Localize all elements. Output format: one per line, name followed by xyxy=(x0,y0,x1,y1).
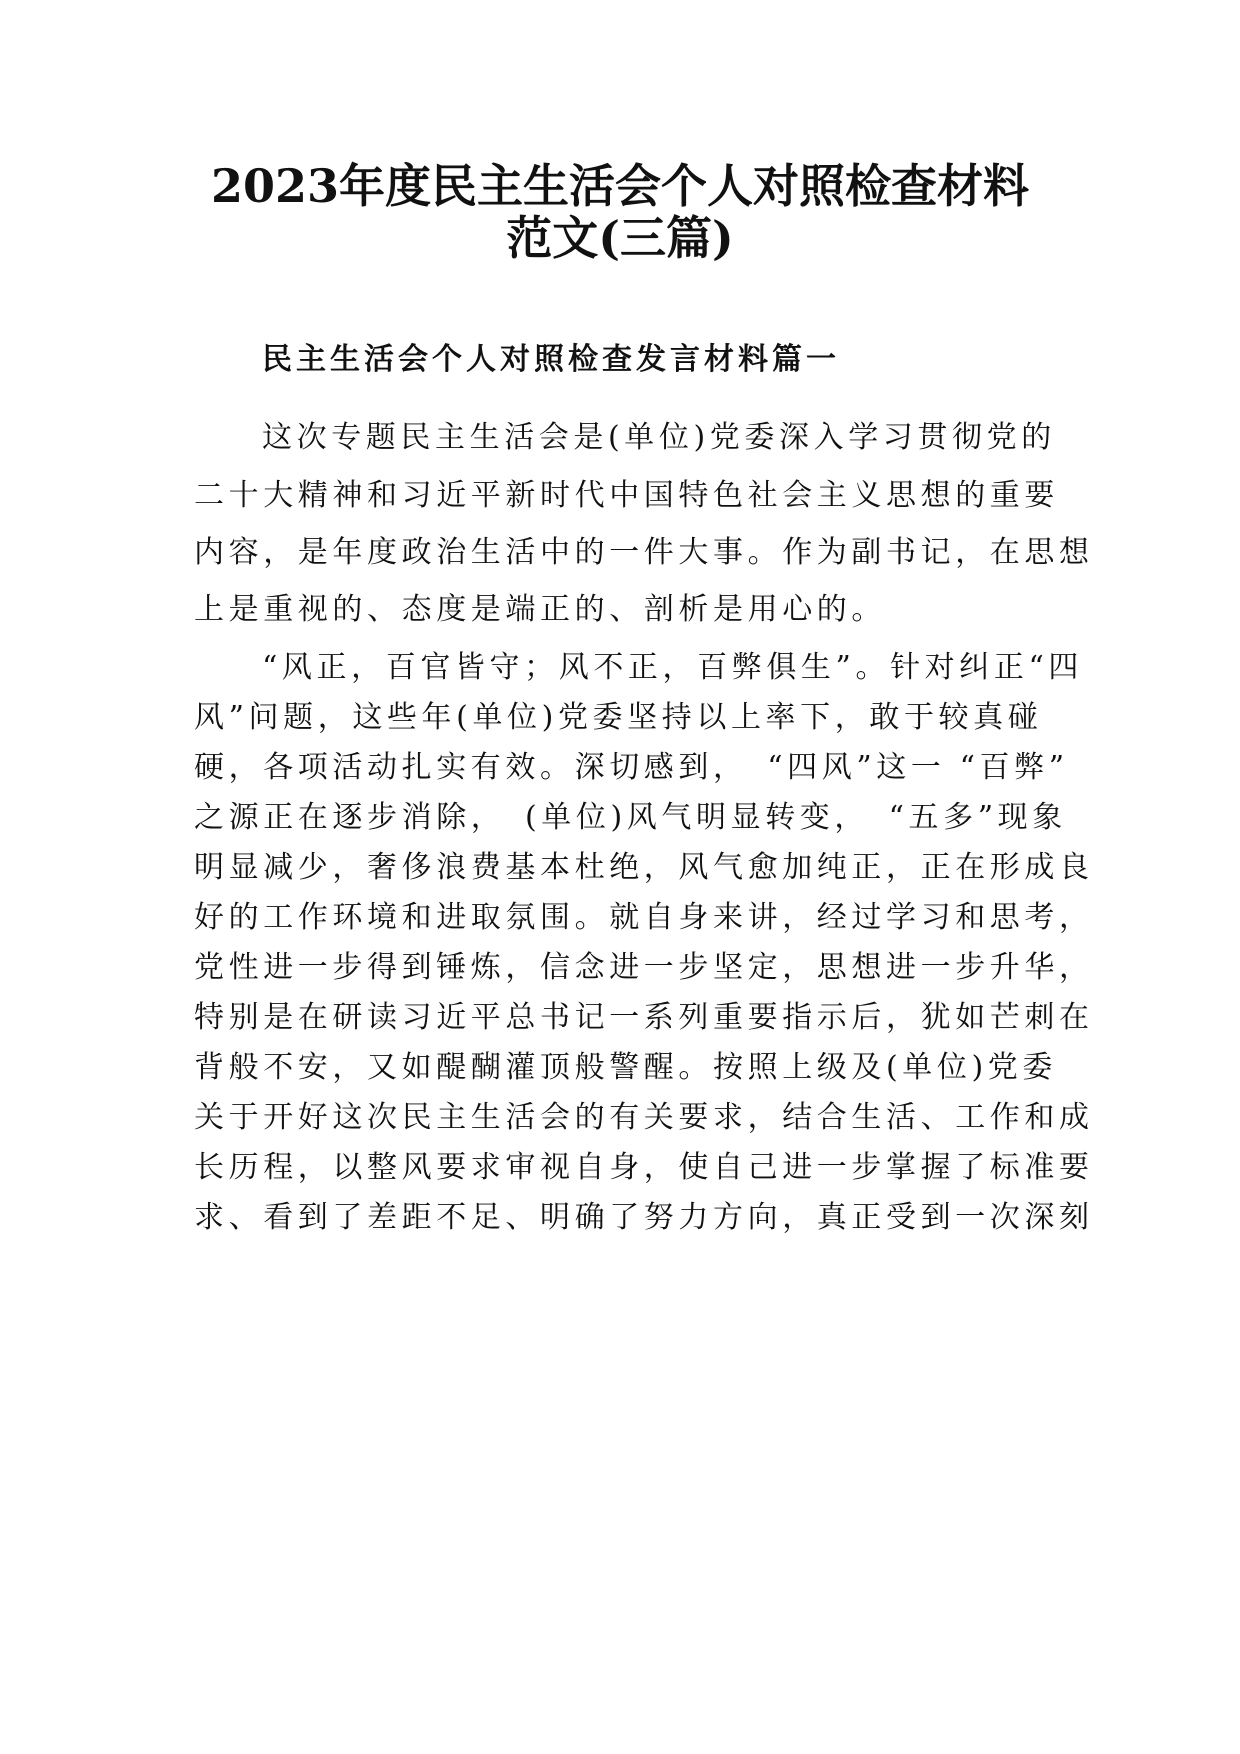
paragraph-2-line: 硬，各项活动扎实有效。深切感到， “四风”这一 “百弊” xyxy=(194,750,1069,785)
paragraph-2-line: 之源正在逐步消除， (单位)风气明显转变， “五多”现象 xyxy=(194,800,1067,835)
paragraph-2-line: 背般不安，又如醍醐灌顶般警醒。按照上级及(单位)党委 xyxy=(194,1050,1058,1085)
paragraph-1-line: 这次专题民主生活会是(单位)党委深入学习贯彻党的 xyxy=(262,420,1056,455)
paragraph-2-line: 关于开好这次民主生活会的有关要求，结合生活、工作和成 xyxy=(194,1100,1094,1135)
paragraph-1-line: 二十大精神和习近平新时代中国特色社会主义思想的重要 xyxy=(194,478,1059,513)
paragraph-2-line: 长历程，以整风要求审视自身，使自己进一步掌握了标准要 xyxy=(194,1150,1094,1185)
paragraph-1-line: 内容，是年度政治生活中的一件大事。作为副书记，在思想 xyxy=(194,535,1094,570)
document-title-line-1: 2023年度民主生活会个人对照检查材料 xyxy=(210,159,1030,213)
paragraph-2-line: 明显减少，奢侈浪费基本杜绝，风气愈加纯正，正在形成良 xyxy=(194,850,1094,885)
paragraph-2-line: 求、看到了差距不足、明确了努力方向，真正受到一次深刻 xyxy=(194,1200,1094,1235)
paragraph-2-line: 特别是在研读习近平总书记一系列重要指示后，犹如芒刺在 xyxy=(194,1000,1094,1035)
paragraph-2-line: 风”问题，这些年(单位)党委坚持以上率下，敢于较真碰 xyxy=(194,700,1043,735)
section-heading: 民主生活会个人对照检查发言材料篇一 xyxy=(262,342,840,377)
paragraph-2-line: 好的工作环境和进取氛围。就自身来讲，经过学习和思考， xyxy=(194,900,1094,935)
paragraph-2-line: 党性进一步得到锤炼，信念进一步坚定，思想进一步升华， xyxy=(194,950,1094,985)
paragraph-2-line: “风正，百官皆守；风不正，百弊俱生”。针对纠正“四 xyxy=(262,650,1084,685)
paragraph-1-line: 上是重视的、态度是端正的、剖析是用心的。 xyxy=(194,592,886,627)
document-title-line-2: 范文(三篇) xyxy=(506,211,734,265)
